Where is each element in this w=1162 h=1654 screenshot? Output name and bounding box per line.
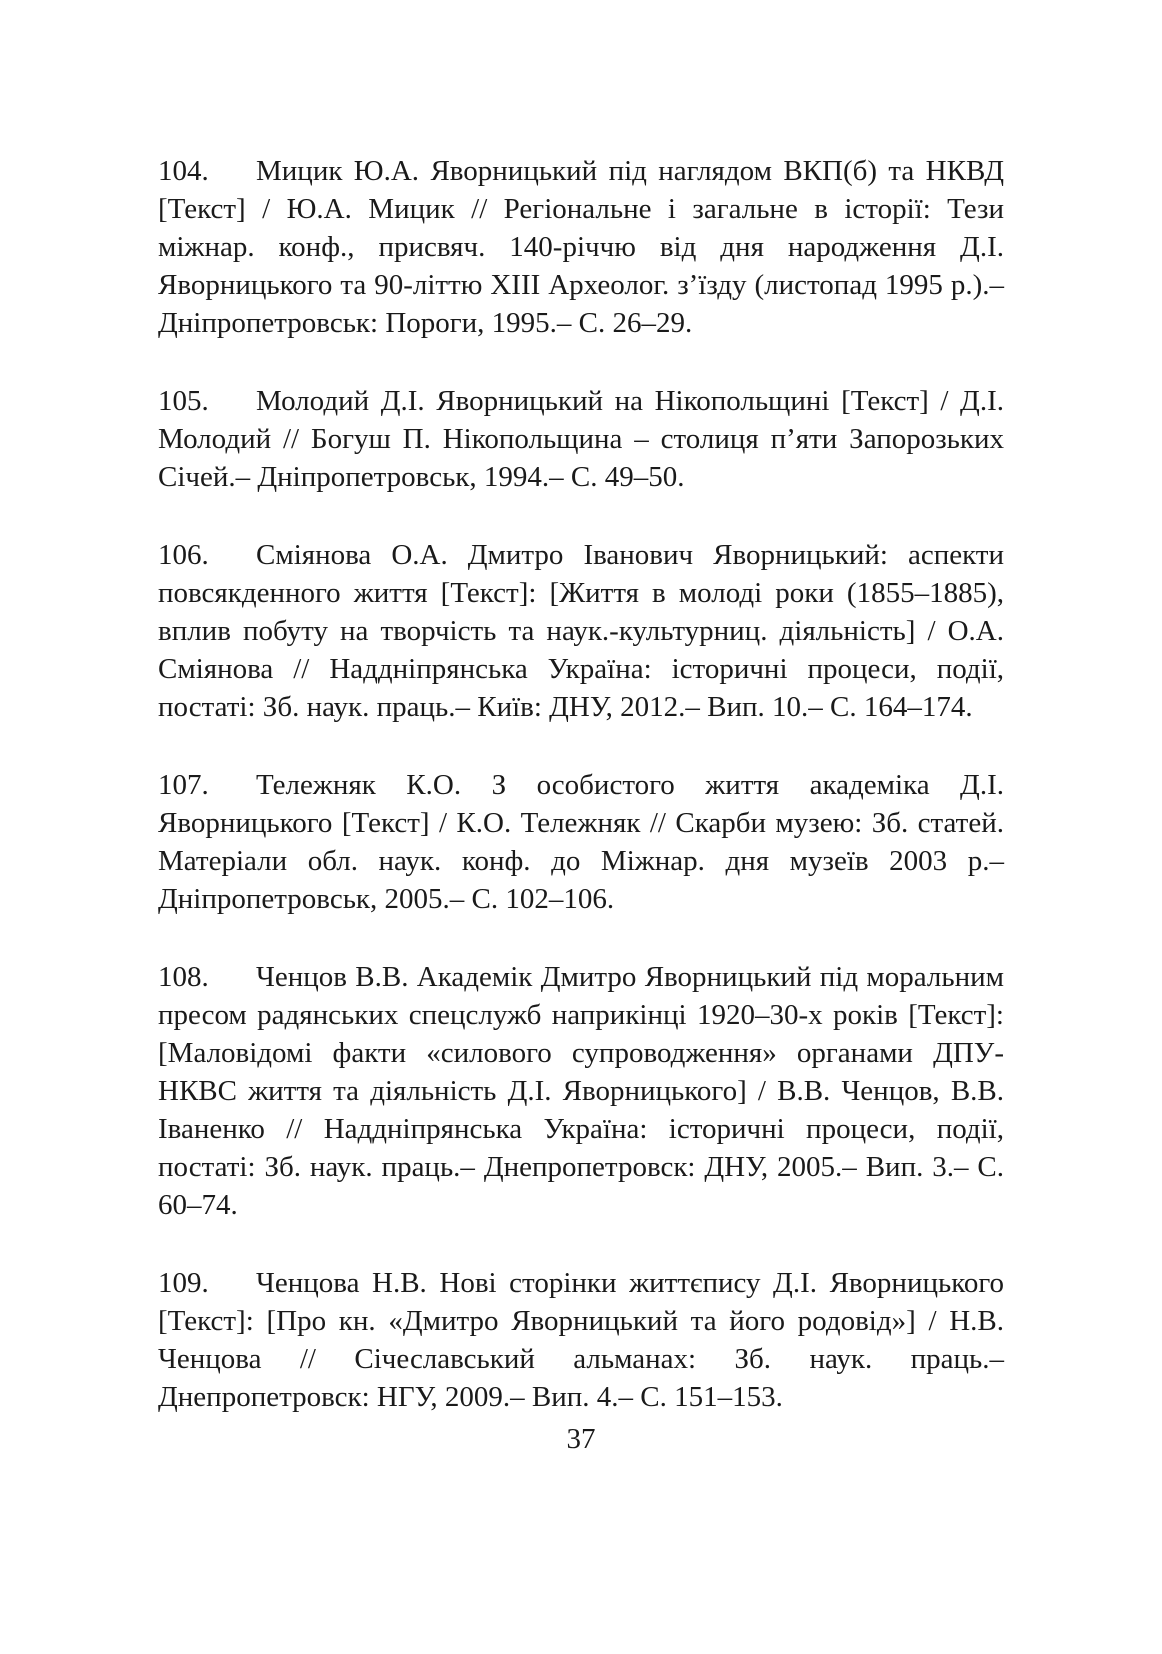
bibliography-entry-104 [158, 152, 1004, 342]
entry-number: 104. [158, 155, 209, 187]
entry-number: 105. [158, 385, 209, 417]
entry-number: 108. [158, 961, 209, 993]
entry-text: Ченцова Н.В. Нові сторінки життєпису Д.І. Яворницького [Текст]: [Про кн. «Дмитро Яворницький та його родовід»] / Н.В. Ченцова // Січеславський альманах: Зб. наук. праць.– Днепропетровск: НГУ, 2009.– Вип. 4.– С. 151–153. [158, 1267, 1004, 1413]
entry-text: Молодий Д.І. Яворницький на Нікопольщині [Текст] / Д.І. Молодий // Богуш П. Нікопольщина – столиця п’яти Запорозьких Січей.– Дніпропетровськ, 1994.– С. 49–50. [158, 385, 1004, 493]
entry-number: 106. [158, 539, 209, 571]
bibliography-entry-108 [158, 958, 1004, 1224]
bibliography-entry-107 [158, 766, 1004, 918]
bibliography-entry-105 [158, 382, 1004, 496]
bibliography-entry-106 [158, 536, 1004, 726]
bibliography-list [158, 152, 1004, 1456]
entry-text: Мицик Ю.А. Яворницький під наглядом ВКП(б) та НКВД [Текст] / Ю.А. Мицик // Регіональне і загальне в історії: Тези міжнар. конф., присвяч. 140-річчю від дня народження Д.І. Яворницького та 90-літтю XIII Археолог. з’їзду (листопад 1995 р.).– Дніпропетровськ: Пороги, 1995.– С. 26–29. [158, 155, 1004, 339]
page-number: 37 [566, 1423, 596, 1455]
bibliography-entry-109 [158, 1264, 1004, 1416]
entry-text: Ченцов В.В. Академік Дмитро Яворницький під моральним пресом радянських спецслужб наприкінці 1920–30-х років [Текст]: [Маловідомі факти «силового супроводження» органами ДПУ-НКВС життя та діяльність Д.І. Яворницького] / В.В. Ченцов, В.В. Іваненко // Наддніпрянська Україна: історичні процеси, події, постаті: Зб. наук. праць.– Днепропетровск: ДНУ, 2005.– Вип. 3.– С. 60–74. [158, 961, 1004, 1221]
entry-text: Сміянова О.А. Дмитро Іванович Яворницький: аспекти повсякденного життя [Текст]: [Життя в молоді роки (1855–1885), вплив побуту на творчість та наук.-культурниц. діяльність] / О.А. Сміянова // Наддніпрянська Україна: історичні процеси, події, постаті: Зб. наук. праць.– Київ: ДНУ, 2012.– Вип. 10.– С. 164–174. [158, 539, 1004, 723]
entry-number: 107. [158, 769, 209, 801]
entry-number: 109. [158, 1267, 209, 1299]
entry-text: Тележняк К.О. З особистого життя академіка Д.І. Яворницького [Текст] / К.О. Тележняк // Скарби музею: Зб. статей. Матеріали обл. наук. конф. до Міжнар. дня музеїв 2003 р.– Дніпропетровськ, 2005.– С. 102–106. [158, 769, 1004, 915]
